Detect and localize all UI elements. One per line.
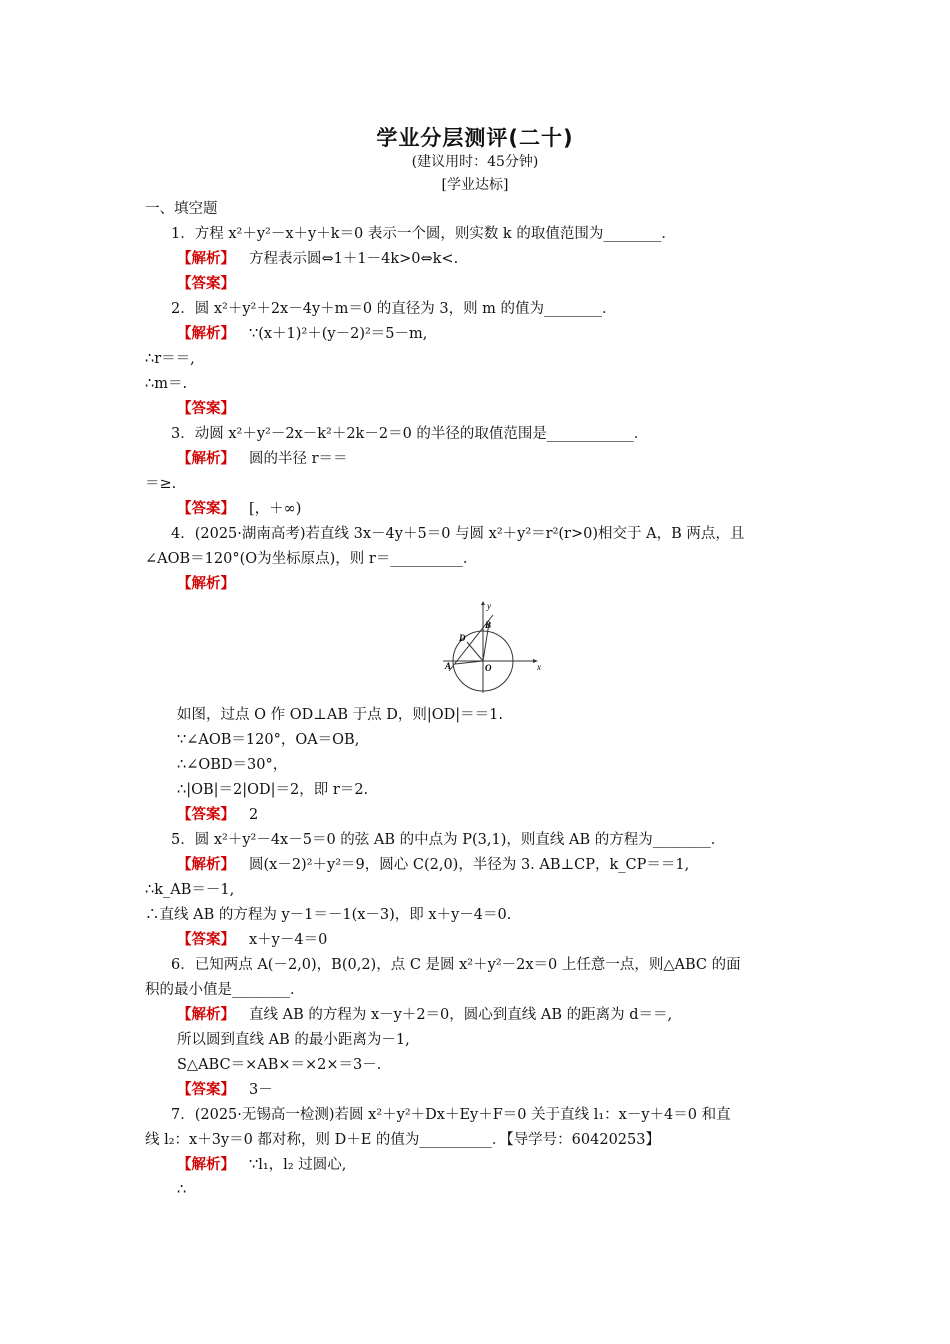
analysis-3: 【解析】 圆的半径 r＝＝ [177, 451, 348, 467]
analysis-label: 【解析】 [177, 1007, 235, 1023]
answer-label: 【答案】 [177, 276, 235, 292]
analysis-6: 【解析】 直线 AB 的方程为 x－y＋2＝0，圆心到直线 AB 的距离为 d＝＝, [177, 1007, 673, 1023]
answer-label: 【答案】 [177, 401, 235, 417]
analysis-2: 【解析】 ∵(x＋1)²＋(y－2)²＝5－m, [177, 326, 428, 342]
question-1: 1．方程 x²＋y²－x＋y＋k＝0 表示一个圆，则实数 k 的取值范围为________． [171, 226, 676, 242]
question-6-line-2: 积的最小值是________． [145, 982, 305, 998]
analysis-4-line-3: ∴∠OBD＝30°， [177, 757, 288, 773]
answer-2 [145, 397, 810, 422]
answer-label: 【答案】 [177, 501, 235, 517]
analysis-5-line-3: ∴直线 AB 的方程为 y－1＝－1(x－3)，即 x＋y－4＝0. [145, 907, 512, 923]
answer-1 [145, 272, 810, 297]
answer-4: 【答案】 2 [177, 807, 259, 823]
analysis-label: 【解析】 [177, 326, 235, 342]
label-d: D [459, 633, 466, 643]
analysis-label: 【解析】 [177, 576, 235, 592]
answer-6: 【答案】 3－ [177, 1082, 273, 1098]
analysis-2-line-3: ∴m＝. [145, 376, 188, 392]
analysis-7-line-2: ∴ [177, 1182, 187, 1198]
page-title: 学业分层测评(二十) [376, 126, 574, 150]
analysis-6-line-3: S△ABC＝×AB×＝×2×＝3－. [177, 1057, 382, 1073]
question-7-line-2: 线 l₂：x＋3y＝0 都对称，则 D＋E 的值为__________．【导学号：60420253】 [145, 1132, 660, 1148]
circle-figure [145, 597, 810, 703]
analysis-2-line-2: ∴r＝＝, [145, 351, 195, 367]
question-3: 3．动圆 x²＋y²－2x－k²＋2k－2＝0 的半径的取值范围是____________． [171, 426, 649, 442]
y-arrow-icon [481, 601, 485, 605]
question-content [145, 197, 810, 1203]
analysis-4-line-1: 如图，过点 O 作 OD⊥AB 于点 D，则|OD|＝＝1. [177, 707, 503, 723]
analysis-4 [145, 572, 810, 597]
y-axis-label: y [487, 601, 491, 611]
answer-label: 【答案】 [177, 807, 235, 823]
label-b: B [485, 620, 492, 630]
question-4: 4．(2025·湖南高考)若直线 3x－4y＋5＝0 与圆 x²＋y²＝r²(r>0)相交于 A，B 两点，且 [171, 526, 745, 542]
section-tag: [学业达标] [441, 177, 509, 193]
circle-diagram [441, 601, 541, 699]
label-o: O [485, 663, 492, 673]
analysis-1: 【解析】 方程表示圆⇔1＋1－4k>0⇔k<. [177, 251, 459, 267]
analysis-label: 【解析】 [177, 1157, 235, 1173]
analysis-label: 【解析】 [177, 451, 235, 467]
answer-label: 【答案】 [177, 932, 235, 948]
analysis-4-line-4: ∴|OB|＝2|OD|＝2，即 r＝2. [177, 782, 369, 798]
analysis-5-line-2: ∴k_AB＝－1, [145, 882, 235, 898]
analysis-4-line-2: ∵∠AOB＝120°，OA＝OB, [177, 732, 360, 748]
analysis-5: 【解析】 圆(x－2)²＋y²＝9，圆心 C(2,0)，半径为 3. AB⊥CP，k_CP＝＝1, [177, 857, 690, 873]
answer-5: 【答案】 x＋y－4＝0 [177, 932, 328, 948]
time-suggestion: (建议用时：45分钟) [411, 154, 539, 170]
section-heading: 一、填空题 [145, 201, 218, 217]
analysis-6-line-2: 所以圆到直线 AB 的最小距离为－1, [177, 1032, 410, 1048]
question-2: 2．圆 x²＋y²＋2x－4y＋m＝0 的直径为 3，则 m 的值为________． [171, 301, 617, 317]
question-4-line-2: ∠AOB＝120°(O为坐标原点)，则 r＝__________． [145, 551, 478, 567]
analysis-7: 【解析】 ∵l₁，l₂ 过圆心, [177, 1157, 347, 1173]
question-7: 7．(2025·无锡高一检测)若圆 x²＋y²＋Dx＋Ey＋F＝0 关于直线 l₁：x－y＋4＝0 和直 [171, 1107, 731, 1123]
question-6: 6．已知两点 A(－2,0)，B(0,2)，点 C 是圆 x²＋y²－2x＝0 上任意一点，则△ABC 的面 [171, 957, 741, 973]
x-axis-label: x [537, 662, 541, 672]
label-a: A [445, 661, 452, 671]
analysis-label: 【解析】 [177, 251, 235, 267]
question-5: 5．圆 x²＋y²－4x－5＝0 的弦 AB 的中点为 P(3,1)，则直线 AB 的方程为________． [171, 832, 726, 848]
answer-3: 【答案】 [，＋∞) [177, 501, 302, 517]
segment-od [467, 642, 483, 661]
analysis-3-line-2: ＝≥. [145, 476, 177, 492]
analysis-label: 【解析】 [177, 857, 235, 873]
answer-label: 【答案】 [177, 1082, 235, 1098]
